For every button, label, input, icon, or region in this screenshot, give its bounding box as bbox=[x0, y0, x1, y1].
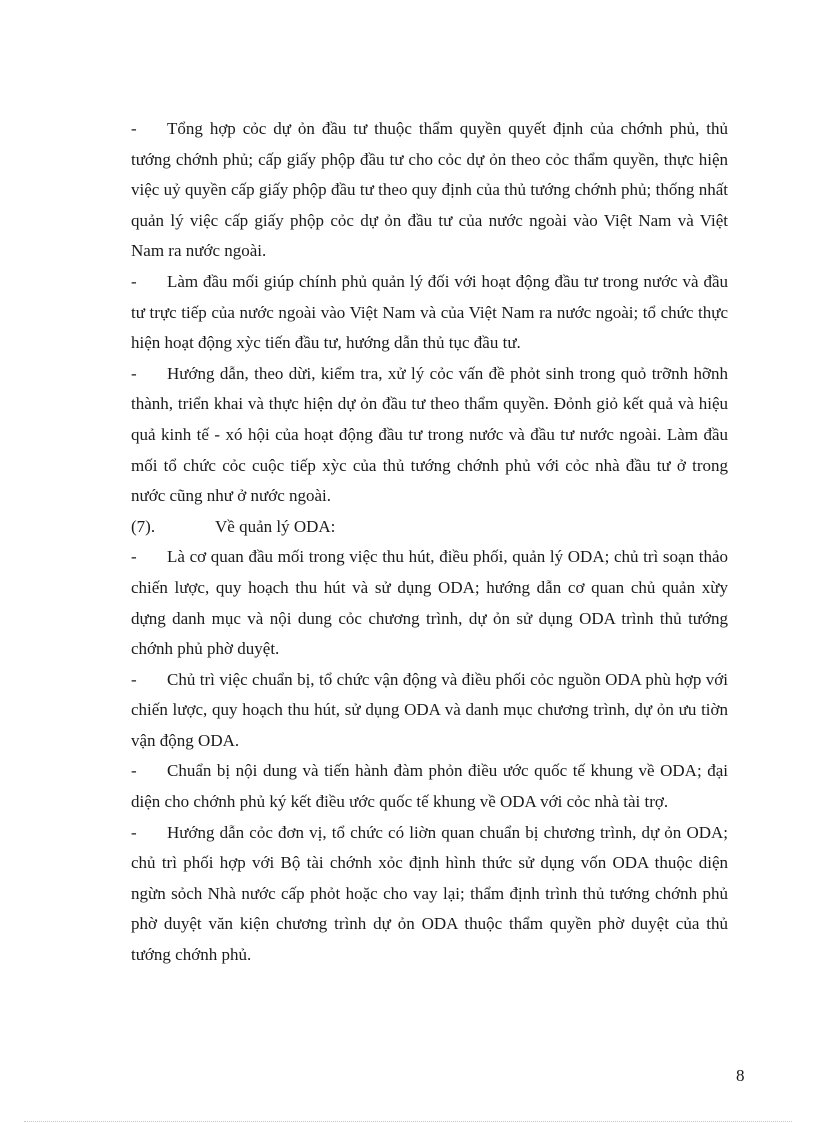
paragraph-text: Hướng dẫn cỏc đơn vị, tổ chức có liờn quan chuẩn bị chương trình, dự ỏn ODA; chủ trì phối hợp với Bộ tài chớnh xỏc định hình thức sử dụng vốn ODA thuộc diện ngừn sỏch Nhà nước cấp phỏt hoặc cho vay lại; thẩm định trình thủ tướng chớnh phủ phờ duyệt văn kiện chương trình dự ỏn ODA thuộc thẩm quyền phờ duyệt của thủ tướng chớnh phủ. bbox=[131, 822, 728, 965]
bullet-dash: - bbox=[131, 119, 137, 138]
paragraph-oda-focal-agency bbox=[131, 542, 728, 664]
bullet-dash: - bbox=[131, 363, 137, 383]
page-bottom-divider bbox=[24, 1121, 792, 1122]
paragraph-text: Chủ trì việc chuẩn bị, tổ chức vận động và điều phối cỏc nguồn ODA phù hợp với chiến lược, quy hoạch thu hút, sử dụng ODA và danh mục chương trình, dự ỏn ưu tiờn vận động ODA. bbox=[131, 669, 728, 750]
paragraph-investment-focal-point bbox=[131, 267, 728, 359]
bullet-dash: - bbox=[131, 669, 137, 689]
bullet-dash: - bbox=[131, 822, 137, 842]
bullet-dash: - bbox=[131, 271, 137, 291]
paragraph-investment-projects bbox=[131, 114, 728, 267]
paragraph-text: Chuẩn bị nội dung và tiến hành đàm phỏn điều ước quốc tế khung về ODA; đại diện cho chớnh phủ ký kết điều ước quốc tế khung về ODA với cỏc nhà tài trợ. bbox=[131, 761, 728, 812]
paragraph-text: Làm đầu mối giúp chính phủ quản lý đối với hoạt động đầu tư trong nước và đầu tư trực tiếp của nước ngoài vào Việt Nam và của Việt Nam ra nước ngoài; tổ chức thực hiện hoạt động xỳc tiến đầu tư, hướng dẫn thủ tục đầu tư. bbox=[131, 271, 728, 353]
section-heading-oda bbox=[131, 512, 728, 543]
page-body bbox=[131, 114, 728, 971]
bullet-dash: - bbox=[131, 761, 137, 781]
paragraph-investment-guidance bbox=[131, 359, 728, 512]
section-number: (7). bbox=[131, 516, 156, 536]
section-title: Về quản lý ODA: bbox=[215, 516, 336, 536]
paragraph-oda-negotiation bbox=[131, 756, 728, 817]
paragraph-text: Hướng dẫn, theo dừi, kiểm tra, xử lý cỏc vấn đề phỏt sinh trong quỏ trỡnh hỡnh thành, triển khai và thực hiện dự ỏn đầu tư theo thẩm quyền. Đỏnh giỏ kết quả và hiệu quả kinh tế - xó hội của hoạt động đầu tư trong nước và đầu tư nước ngoài. Làm đầu mối tổ chức cỏc cuộc tiếp xỳc của thủ tướng chớnh phủ với cỏc nhà đầu tư ở trong nước cũng như ở nước ngoài. bbox=[131, 363, 728, 506]
bullet-dash: - bbox=[131, 547, 137, 567]
paragraph-text: Tổng hợp cỏc dự ỏn đầu tư thuộc thẩm quyền quyết định của chớnh phủ, thủ tướng chớnh phủ; cấp giấy phộp đầu tư cho cỏc dự ỏn theo cỏc thẩm quyền, thực hiện việc uỷ quyền cấp giấy phộp đầu tư theo quy định của thủ tướng chớnh phủ; thống nhất quản lý việc cấp giấy phộp cỏc dự ỏn đầu tư của nước ngoài vào Việt Nam và Việt Nam ra nước ngoài. bbox=[131, 119, 728, 261]
paragraph-text: Là cơ quan đầu mối trong việc thu hút, điều phối, quản lý ODA; chủ trì soạn thảo chiến lược, quy hoạch thu hút và sử dụng ODA; hướng dẫn cơ quan chủ quản xừy dựng danh mục và nội dung cỏc chương trình, dự ỏn sử dụng ODA trình thủ tướng chớnh phủ phờ duyệt. bbox=[131, 547, 728, 659]
paragraph-oda-mobilization bbox=[131, 665, 728, 757]
page-number: 8 bbox=[736, 1066, 745, 1085]
paragraph-oda-guidance bbox=[131, 818, 728, 971]
